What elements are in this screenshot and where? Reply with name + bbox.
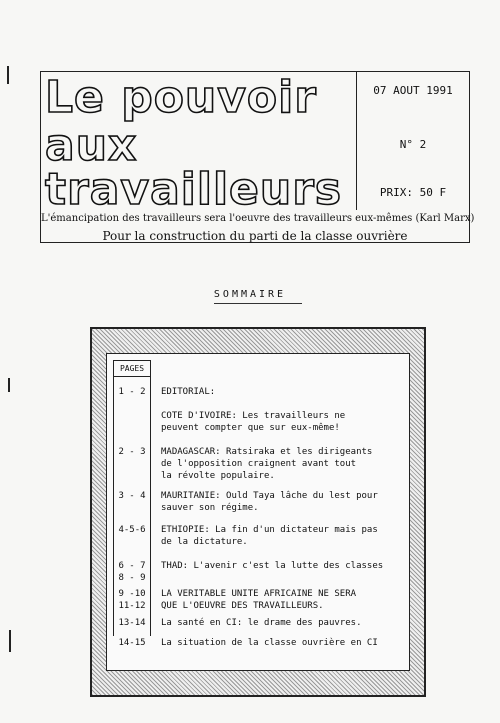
title-line-1: Le pouvoir (45, 72, 317, 123)
issue-info (357, 72, 469, 210)
page-range: 9 -10 (118, 589, 146, 599)
entry-title: MAURITANIE: Ould Taya lâche du lest pour sauver son régime. (161, 491, 378, 513)
title-line-3: travailleurs (45, 164, 343, 215)
entry-pages (113, 617, 151, 629)
entry-pages (113, 588, 151, 612)
issue-date: 07 AOUT 1991 (373, 84, 453, 97)
entry-title: La santé en CI: le drame des pauvres. (161, 618, 362, 628)
masthead (40, 71, 475, 243)
margin-mark (7, 66, 9, 84)
sommaire-underline (214, 303, 302, 304)
entry-pages (113, 446, 151, 458)
title-line-2: aux (45, 120, 138, 171)
sommaire-heading: SOMMAIRE (213, 289, 287, 300)
title-box (41, 72, 357, 215)
entry-pages (113, 560, 151, 584)
entry-title: ETHIOPIE: La fin d'un dictateur mais pas de la dictature. (161, 525, 378, 547)
page-range: 8 - 9 (118, 573, 146, 583)
entry-pages (113, 386, 151, 398)
contents-box (106, 353, 410, 671)
page-range: 1 - 2 (118, 387, 146, 397)
entry-pages (113, 490, 151, 502)
contents-frame (90, 327, 426, 697)
entry-title: La situation de la classe ouvrière en CI (161, 638, 378, 648)
marx-quote: L'émancipation des travailleurs sera l'oeuvre des travailleurs eux-mêmes (Karl Marx) (41, 213, 475, 224)
page-range: 6 - 7 (118, 561, 146, 571)
margin-mark (9, 630, 11, 652)
margin-mark (8, 378, 10, 392)
page-range: 3 - 4 (118, 491, 146, 501)
entry-title: LA VERITABLE UNITE AFRICAINE NE SERA QUE L'OEUVRE DES TRAVAILLEURS. (161, 589, 357, 611)
entry-title: EDITORIAL: (161, 387, 216, 397)
slogan: Pour la construction du parti de la classe ouvrière (102, 229, 408, 243)
page-range: 11-12 (118, 601, 146, 611)
entry-title: MADAGASCAR: Ratsiraka et les dirigeants de l'opposition craignent avant tout la révolte populaire. (161, 447, 373, 481)
entry-pages (113, 524, 151, 536)
page-range: 14-15 (118, 638, 146, 648)
issue-number: N° 2 (399, 138, 427, 151)
entry-title: THAD: L'avenir c'est la lutte des classes (161, 561, 384, 571)
entry-title: COTE D'IVOIRE: Les travailleurs ne peuvent compter que sur eux-même! (161, 411, 346, 433)
pages-header: PAGES (113, 360, 151, 377)
page-range: 2 - 3 (118, 447, 146, 457)
page-range: 13-14 (118, 618, 146, 628)
entry-pages (113, 637, 151, 649)
page-range: 4-5-6 (118, 525, 146, 535)
issue-price: PRIX: 50 F (379, 186, 447, 199)
